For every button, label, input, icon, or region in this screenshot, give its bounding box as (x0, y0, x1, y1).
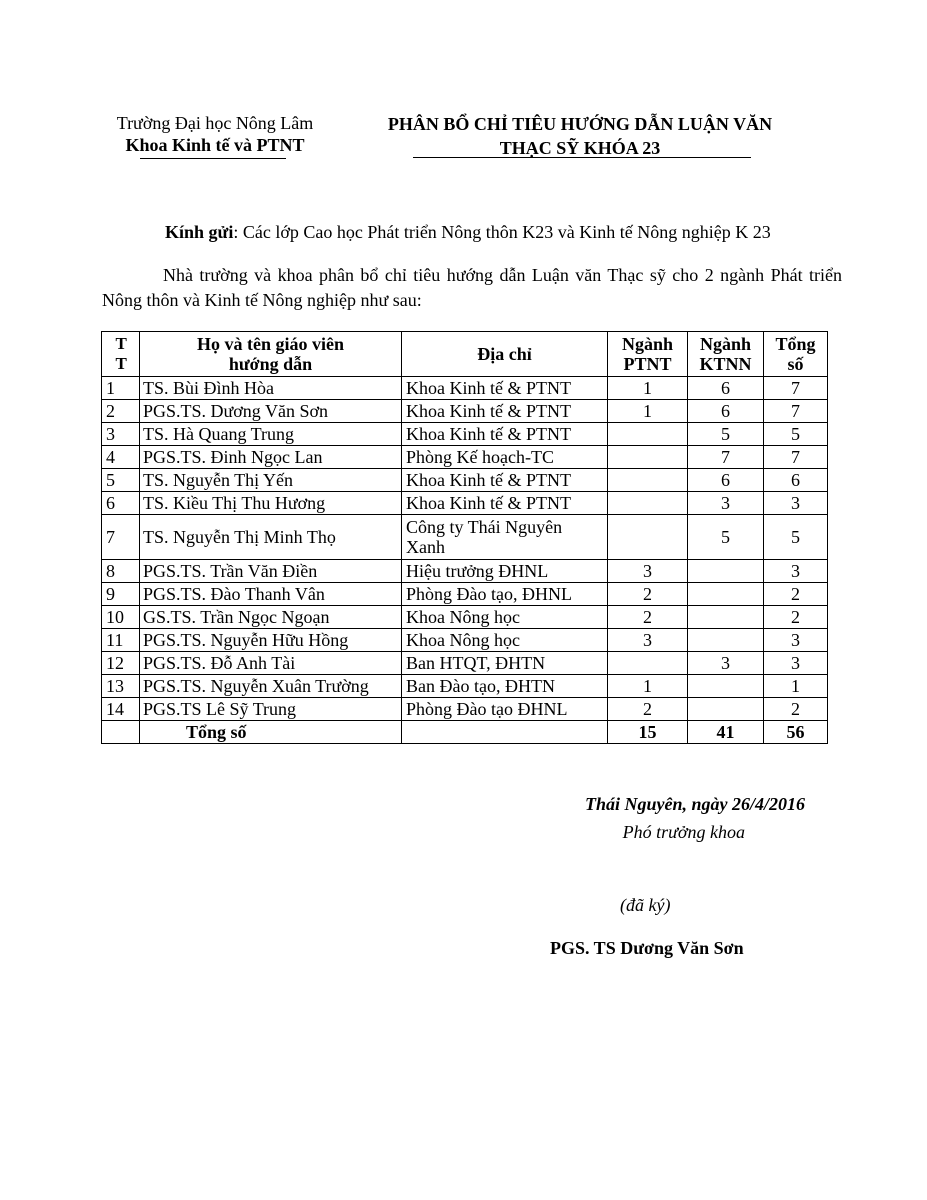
cell-name: GS.TS. Trần Ngọc Ngoạn (140, 606, 402, 629)
cell-name: TS. Kiều Thị Thu Hương (140, 492, 402, 515)
cell-address: Khoa Kinh tế & PTNT (402, 400, 608, 423)
cell-ktnn: 6 (688, 400, 764, 423)
issuer-underline (140, 158, 286, 159)
cell-name: PGS.TS. Nguyễn Xuân Trường (140, 675, 402, 698)
cell-ktnn: 6 (688, 469, 764, 492)
cell-ptnt (608, 492, 688, 515)
cell-address: Phòng Đào tạo, ĐHNL (402, 583, 608, 606)
cell-ptnt (608, 446, 688, 469)
greeting (165, 222, 771, 243)
cell-tt: 2 (102, 400, 140, 423)
table-row (102, 492, 828, 515)
cell-name: PGS.TS. Nguyễn Hữu Hồng (140, 629, 402, 652)
cell-address: Phòng Kế hoạch-TC (402, 446, 608, 469)
cell-name: PGS.TS. Trần Văn Điền (140, 560, 402, 583)
cell-total: 3 (764, 560, 828, 583)
cell-ktnn (688, 583, 764, 606)
title-underline (413, 157, 751, 158)
cell-ktnn: 6 (688, 377, 764, 400)
cell-ptnt: 1 (608, 675, 688, 698)
cell-tt: 3 (102, 423, 140, 446)
greeting-text: : Các lớp Cao học Phát triển Nông thôn K23 và Kinh tế Nông nghiệp K 23 (233, 222, 771, 242)
cell-tt: 6 (102, 492, 140, 515)
cell-ptnt (608, 469, 688, 492)
cell-total: 3 (764, 652, 828, 675)
cell-address: Phòng Đào tạo ĐHNL (402, 698, 608, 721)
cell-total: 3 (764, 492, 828, 515)
cell-ptnt: 1 (608, 377, 688, 400)
allocation-table (101, 331, 828, 744)
total-all: 56 (764, 721, 828, 744)
cell-name: PGS.TS. Đào Thanh Vân (140, 583, 402, 606)
table-row (102, 629, 828, 652)
cell-tt: 5 (102, 469, 140, 492)
cell-ktnn: 7 (688, 446, 764, 469)
header-total: Tổng số (764, 332, 828, 377)
table-row (102, 400, 828, 423)
university-name: Trường Đại học Nông Lâm (116, 113, 314, 133)
cell-name: TS. Nguyễn Thị Minh Thọ (140, 515, 402, 560)
cell-ktnn (688, 560, 764, 583)
table-row (102, 652, 828, 675)
cell-ktnn: 5 (688, 515, 764, 560)
cell-tt: 7 (102, 515, 140, 560)
cell-name: TS. Nguyễn Thị Yến (140, 469, 402, 492)
cell-total: 2 (764, 606, 828, 629)
cell-total: 7 (764, 446, 828, 469)
cell-tt: 1 (102, 377, 140, 400)
cell-ptnt: 3 (608, 629, 688, 652)
table-body (102, 377, 828, 744)
cell-address: Ban Đào tạo, ĐHTN (402, 675, 608, 698)
table-row (102, 583, 828, 606)
cell-total: 7 (764, 400, 828, 423)
table-row (102, 423, 828, 446)
table-row (102, 515, 828, 560)
cell-total: 5 (764, 423, 828, 446)
cell-tt: 11 (102, 629, 140, 652)
total-label: Tổng số (140, 721, 402, 744)
greeting-label: Kính gửi (165, 222, 234, 242)
cell-address: Khoa Nông học (402, 629, 608, 652)
table-total-row (102, 721, 828, 744)
cell-tt: 14 (102, 698, 140, 721)
cell-address: Khoa Kinh tế & PTNT (402, 423, 608, 446)
cell-address: Khoa Kinh tế & PTNT (402, 377, 608, 400)
cell-ptnt (608, 652, 688, 675)
cell-ptnt: 2 (608, 606, 688, 629)
issuer-block (100, 112, 330, 156)
cell-tt (102, 721, 140, 744)
cell-ktnn: 5 (688, 423, 764, 446)
cell-ktnn (688, 629, 764, 652)
cell-name: TS. Bùi Đình Hòa (140, 377, 402, 400)
cell-name: PGS.TS. Dương Văn Sơn (140, 400, 402, 423)
cell-tt: 9 (102, 583, 140, 606)
cell-name: PGS.TS Lê Sỹ Trung (140, 698, 402, 721)
cell-total: 2 (764, 583, 828, 606)
header-tt: TT (102, 332, 140, 377)
cell-address: Khoa Nông học (402, 606, 608, 629)
faculty-name: Khoa Kinh tế và PTNT (125, 135, 305, 155)
cell-address: Khoa Kinh tế & PTNT (402, 469, 608, 492)
cell-ktnn: 3 (688, 492, 764, 515)
header-ptnt: Ngành PTNT (608, 332, 688, 377)
signer-role: Phó trưởng khoa (622, 822, 745, 842)
cell-address: Ban HTQT, ĐHTN (402, 652, 608, 675)
cell-ptnt: 2 (608, 583, 688, 606)
cell-name: PGS.TS. Đỗ Anh Tài (140, 652, 402, 675)
signer-name: PGS. TS Dương Văn Sơn (550, 938, 744, 958)
cell-ptnt: 1 (608, 400, 688, 423)
cell-tt: 8 (102, 560, 140, 583)
cell-address: Công ty Thái Nguyên Xanh (402, 515, 608, 560)
total-ptnt: 15 (608, 721, 688, 744)
document-title-line2: THẠC SỸ KHÓA 23 (499, 138, 661, 158)
cell-total: 1 (764, 675, 828, 698)
cell-ktnn (688, 675, 764, 698)
table-row (102, 560, 828, 583)
table-row (102, 446, 828, 469)
cell-name: TS. Hà Quang Trung (140, 423, 402, 446)
document-title-line1: PHÂN BỔ CHỈ TIÊU HƯỚNG DẪN LUẬN VĂN (387, 114, 773, 134)
cell-ptnt: 2 (608, 698, 688, 721)
cell-total: 3 (764, 629, 828, 652)
table-row (102, 469, 828, 492)
header-ktnn: Ngành KTNN (688, 332, 764, 377)
cell-tt: 10 (102, 606, 140, 629)
table-row (102, 675, 828, 698)
total-ktnn: 41 (688, 721, 764, 744)
cell-tt: 4 (102, 446, 140, 469)
cell-address: Hiệu trưởng ĐHNL (402, 560, 608, 583)
header-name: Họ và tên giáo viên hướng dẫn (140, 332, 402, 377)
cell-ktnn: 3 (688, 652, 764, 675)
cell-total: 7 (764, 377, 828, 400)
cell-name: PGS.TS. Đinh Ngọc Lan (140, 446, 402, 469)
cell-ktnn (688, 698, 764, 721)
header-address: Địa chỉ (402, 332, 608, 377)
cell-ptnt: 3 (608, 560, 688, 583)
cell-total: 2 (764, 698, 828, 721)
cell-total: 6 (764, 469, 828, 492)
cell-ktnn (688, 606, 764, 629)
signed-note: (đã ký) (620, 895, 671, 915)
cell-tt: 13 (102, 675, 140, 698)
table-row (102, 606, 828, 629)
cell-total: 5 (764, 515, 828, 560)
cell-ptnt (608, 423, 688, 446)
place-date: Thái Nguyên, ngày 26/4/2016 (584, 794, 805, 814)
document-title (355, 112, 805, 160)
cell-ptnt (608, 515, 688, 560)
cell-address: Khoa Kinh tế & PTNT (402, 492, 608, 515)
table-row (102, 377, 828, 400)
table-header-row (102, 332, 828, 377)
table-row (102, 698, 828, 721)
cell-tt: 12 (102, 652, 140, 675)
cell-address (402, 721, 608, 744)
intro-paragraph: Nhà trường và khoa phân bổ chỉ tiêu hướng dẫn Luận văn Thạc sỹ cho 2 ngành Phát triển Nông thôn và Kinh tế Nông nghiệp như sau: (102, 265, 842, 310)
